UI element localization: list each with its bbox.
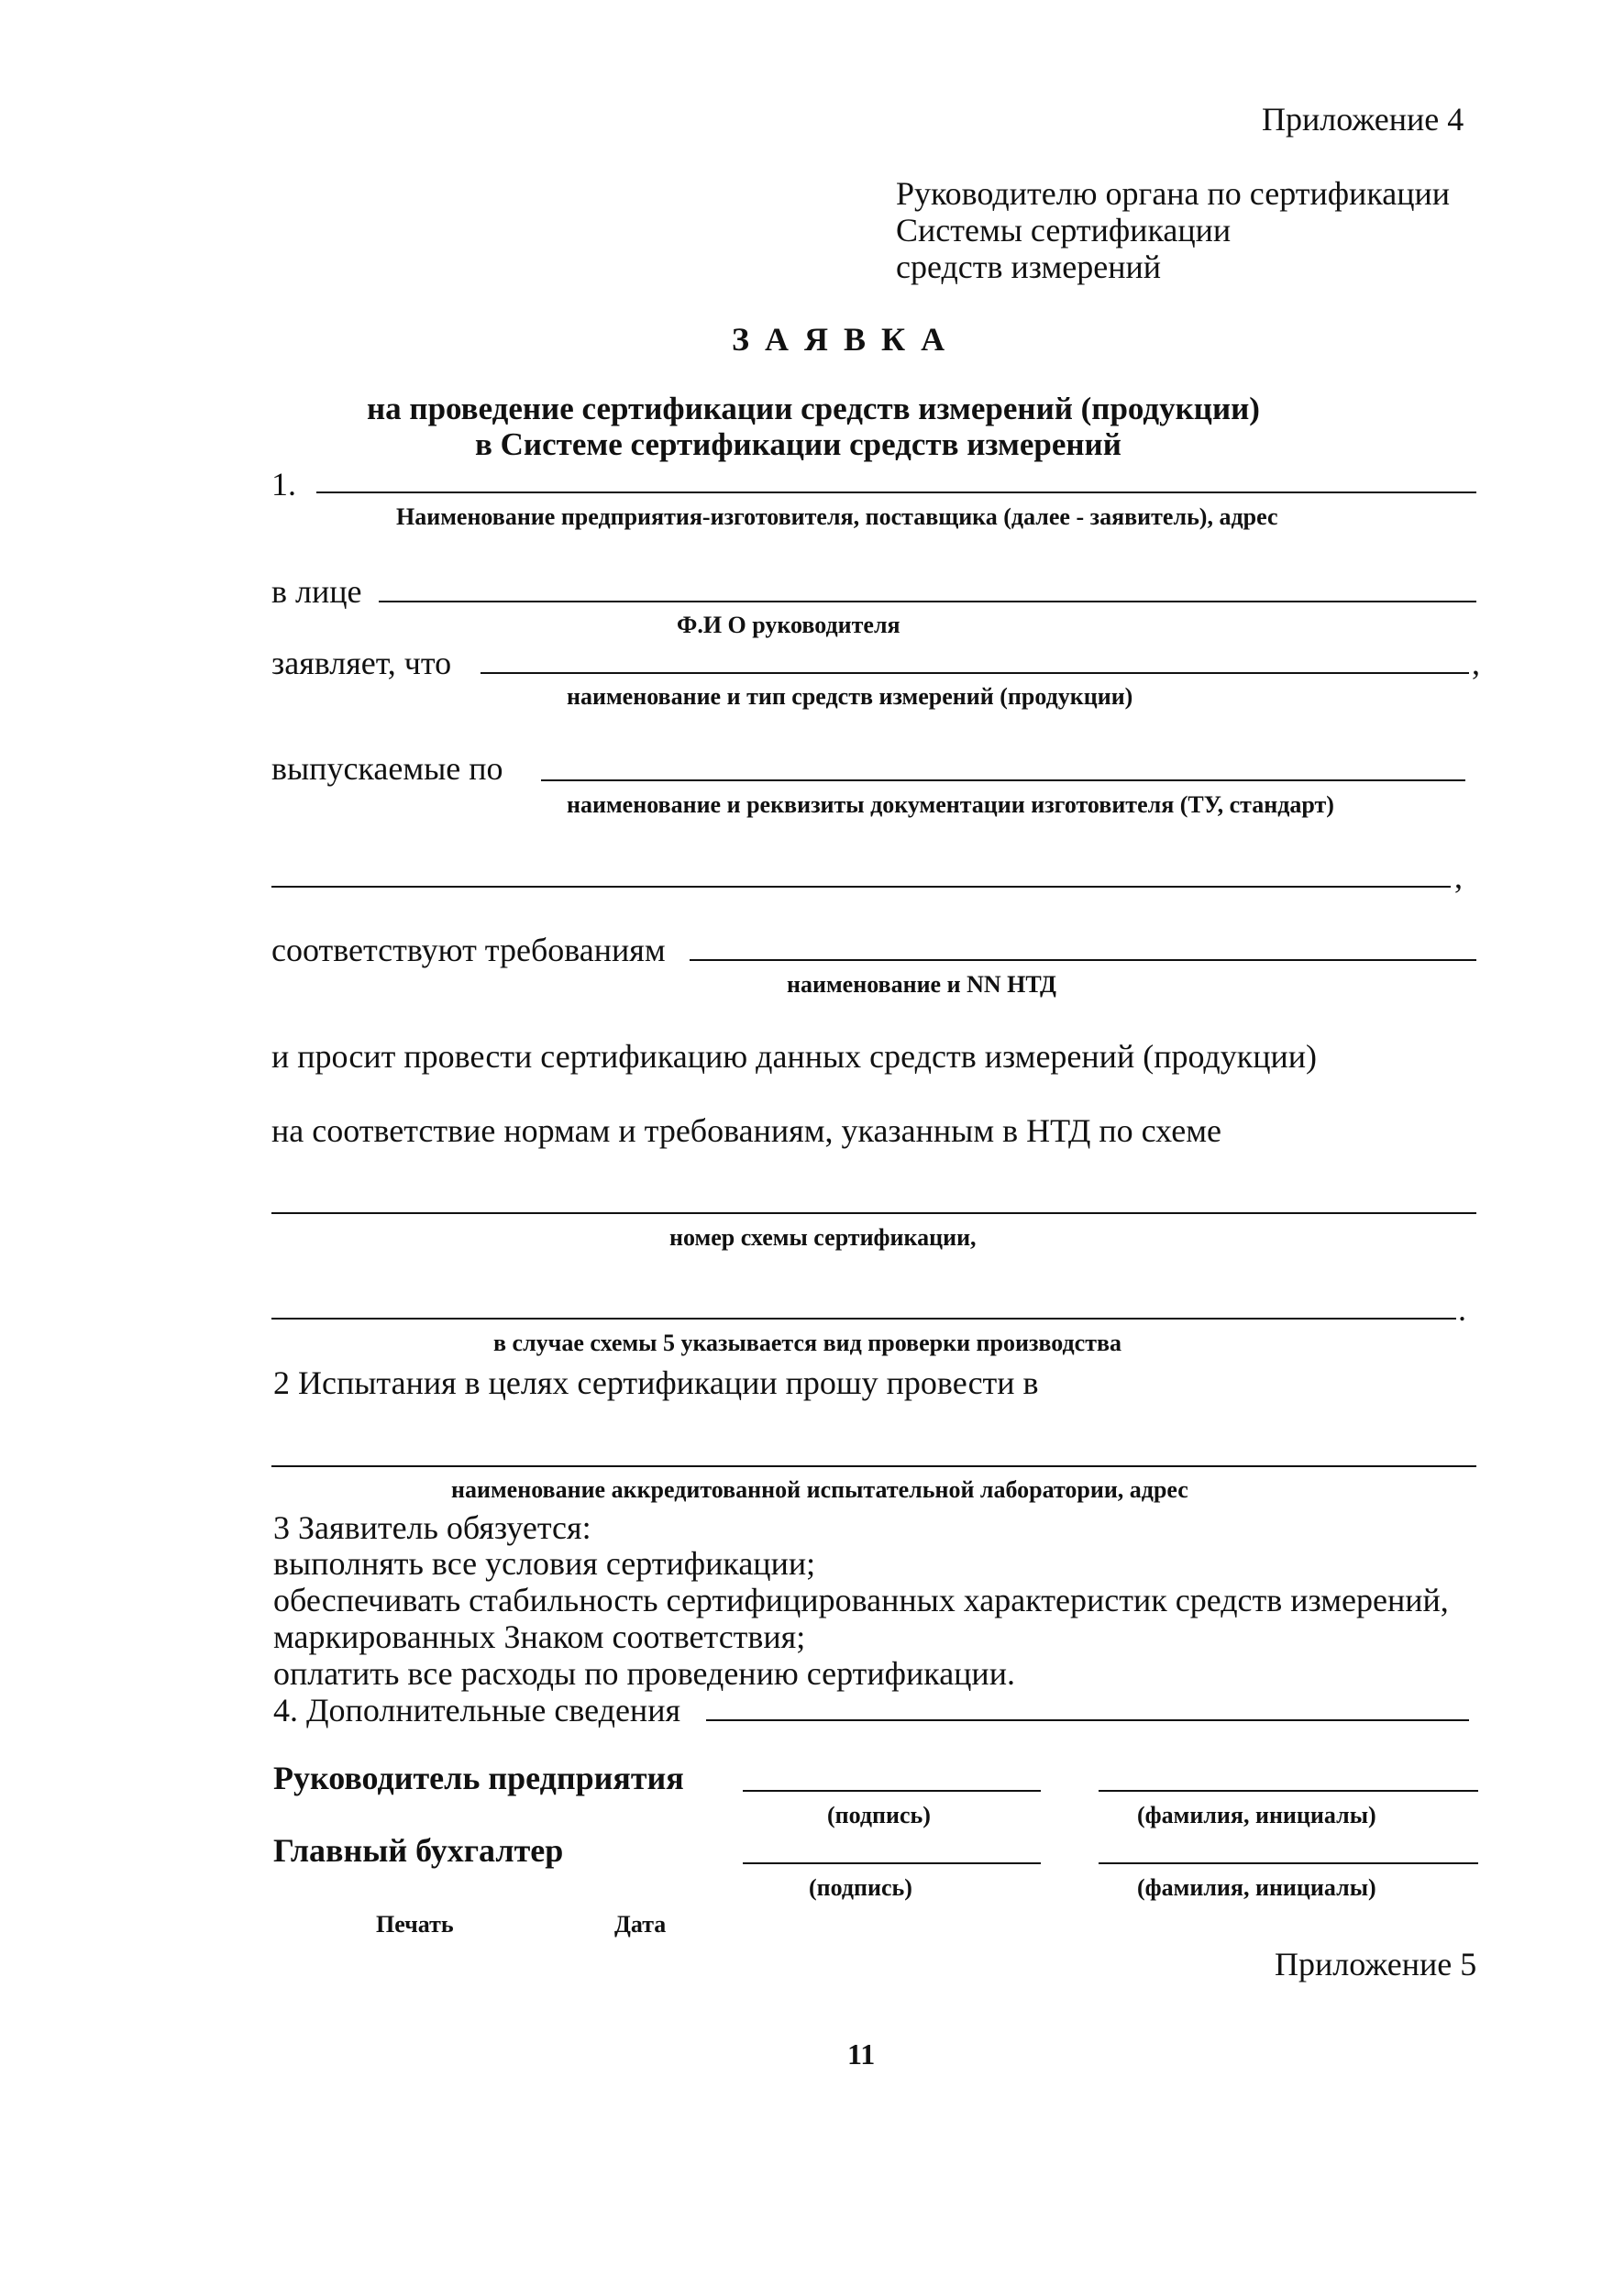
comma-1: , — [1472, 645, 1480, 681]
accountant-signature-field[interactable] — [743, 1862, 1041, 1864]
item-4-label: 4. Дополнительные сведения — [273, 1692, 681, 1728]
comma-2: , — [1454, 858, 1463, 895]
document-subtitle-line-2: в Системе сертификации средств измерений — [475, 426, 1121, 462]
accountant-name-field[interactable] — [1099, 1862, 1478, 1864]
addressee-line-1: Руководителю органа по сертификации — [896, 175, 1451, 212]
product-caption: наименование и тип средств измерений (продукции) — [567, 683, 1133, 710]
documentation-caption: наименование и реквизиты документации изготовителя (ТУ, стандарт) — [567, 791, 1334, 818]
item-3-line-3: маркированных Знаком соответствия; — [273, 1618, 806, 1655]
accountant-label: Главный бухгалтер — [273, 1832, 564, 1869]
applicant-name-field[interactable] — [316, 491, 1476, 493]
produced-label: выпускаемые по — [271, 750, 503, 787]
addressee-line-3: средств измерений — [896, 248, 1162, 285]
head-name-field[interactable] — [1099, 1790, 1478, 1792]
head-signature-caption: (подпись) — [827, 1802, 931, 1828]
item-3-heading: 3 Заявитель обязуется: — [273, 1509, 591, 1546]
laboratory-field[interactable] — [271, 1465, 1476, 1467]
item-3-line-1: выполнять все условия сертификации; — [273, 1545, 816, 1582]
scheme-number-caption: номер схемы сертификации, — [669, 1224, 977, 1251]
head-signatory-label: Руководитель предприятия — [273, 1760, 684, 1796]
stamp-label: Печать — [376, 1911, 454, 1938]
accountant-name-caption: (фамилия, инициалы) — [1137, 1874, 1376, 1901]
documentation-field-continued[interactable] — [271, 886, 1451, 888]
laboratory-caption: наименование аккредитованной испытательной лаборатории, адрес — [451, 1476, 1188, 1503]
request-line-1: и просит провести сертификацию данных средств измерений (продукции) — [271, 1038, 1318, 1075]
item-3-line-2: обеспечивать стабильность сертифицированных характеристик средств измерений, — [273, 1582, 1449, 1618]
page-number: 11 — [847, 2038, 876, 2071]
appendix-label-bottom: Приложение 5 — [1275, 1946, 1477, 1982]
requirements-caption: наименование и NN НТД — [787, 971, 1056, 998]
documentation-field[interactable] — [541, 779, 1465, 781]
inspection-type-caption: в случае схемы 5 указывается вид проверки производства — [493, 1330, 1122, 1356]
person-name-field[interactable] — [379, 601, 1476, 602]
conform-label: соответствуют требованиям — [271, 932, 666, 968]
document-subtitle-line-1: на проведение сертификации средств измерений (продукции) — [367, 391, 1260, 426]
item-3-line-4: оплатить все расходы по проведению сертификации. — [273, 1655, 1015, 1692]
declares-label: заявляет, что — [271, 645, 452, 681]
item-1-number: 1. — [271, 466, 296, 502]
person-label: в лице — [271, 573, 362, 610]
applicant-name-caption: Наименование предприятия-изготовителя, поставщика (далее - заявитель), адрес — [396, 503, 1278, 530]
person-caption: Ф.И О руководителя — [677, 612, 900, 638]
scheme-number-field[interactable] — [271, 1212, 1476, 1214]
appendix-label-top: Приложение 4 — [1262, 101, 1464, 138]
item-2-text: 2 Испытания в целях сертификации прошу провести в — [273, 1364, 1039, 1401]
product-name-field[interactable] — [481, 672, 1469, 674]
inspection-type-field[interactable] — [271, 1318, 1456, 1320]
head-name-caption: (фамилия, инициалы) — [1137, 1802, 1376, 1828]
document-title: З А Я В К А — [732, 321, 949, 358]
additional-info-field[interactable] — [706, 1719, 1469, 1721]
head-signature-field[interactable] — [743, 1790, 1041, 1792]
date-label: Дата — [614, 1911, 667, 1938]
accountant-signature-caption: (подпись) — [809, 1874, 912, 1901]
request-line-2: на соответствие нормам и требованиям, указанным в НТД по схеме — [271, 1112, 1222, 1149]
addressee-line-2: Системы сертификации — [896, 212, 1232, 248]
period-mark: . — [1458, 1291, 1466, 1328]
requirements-field[interactable] — [690, 959, 1476, 961]
